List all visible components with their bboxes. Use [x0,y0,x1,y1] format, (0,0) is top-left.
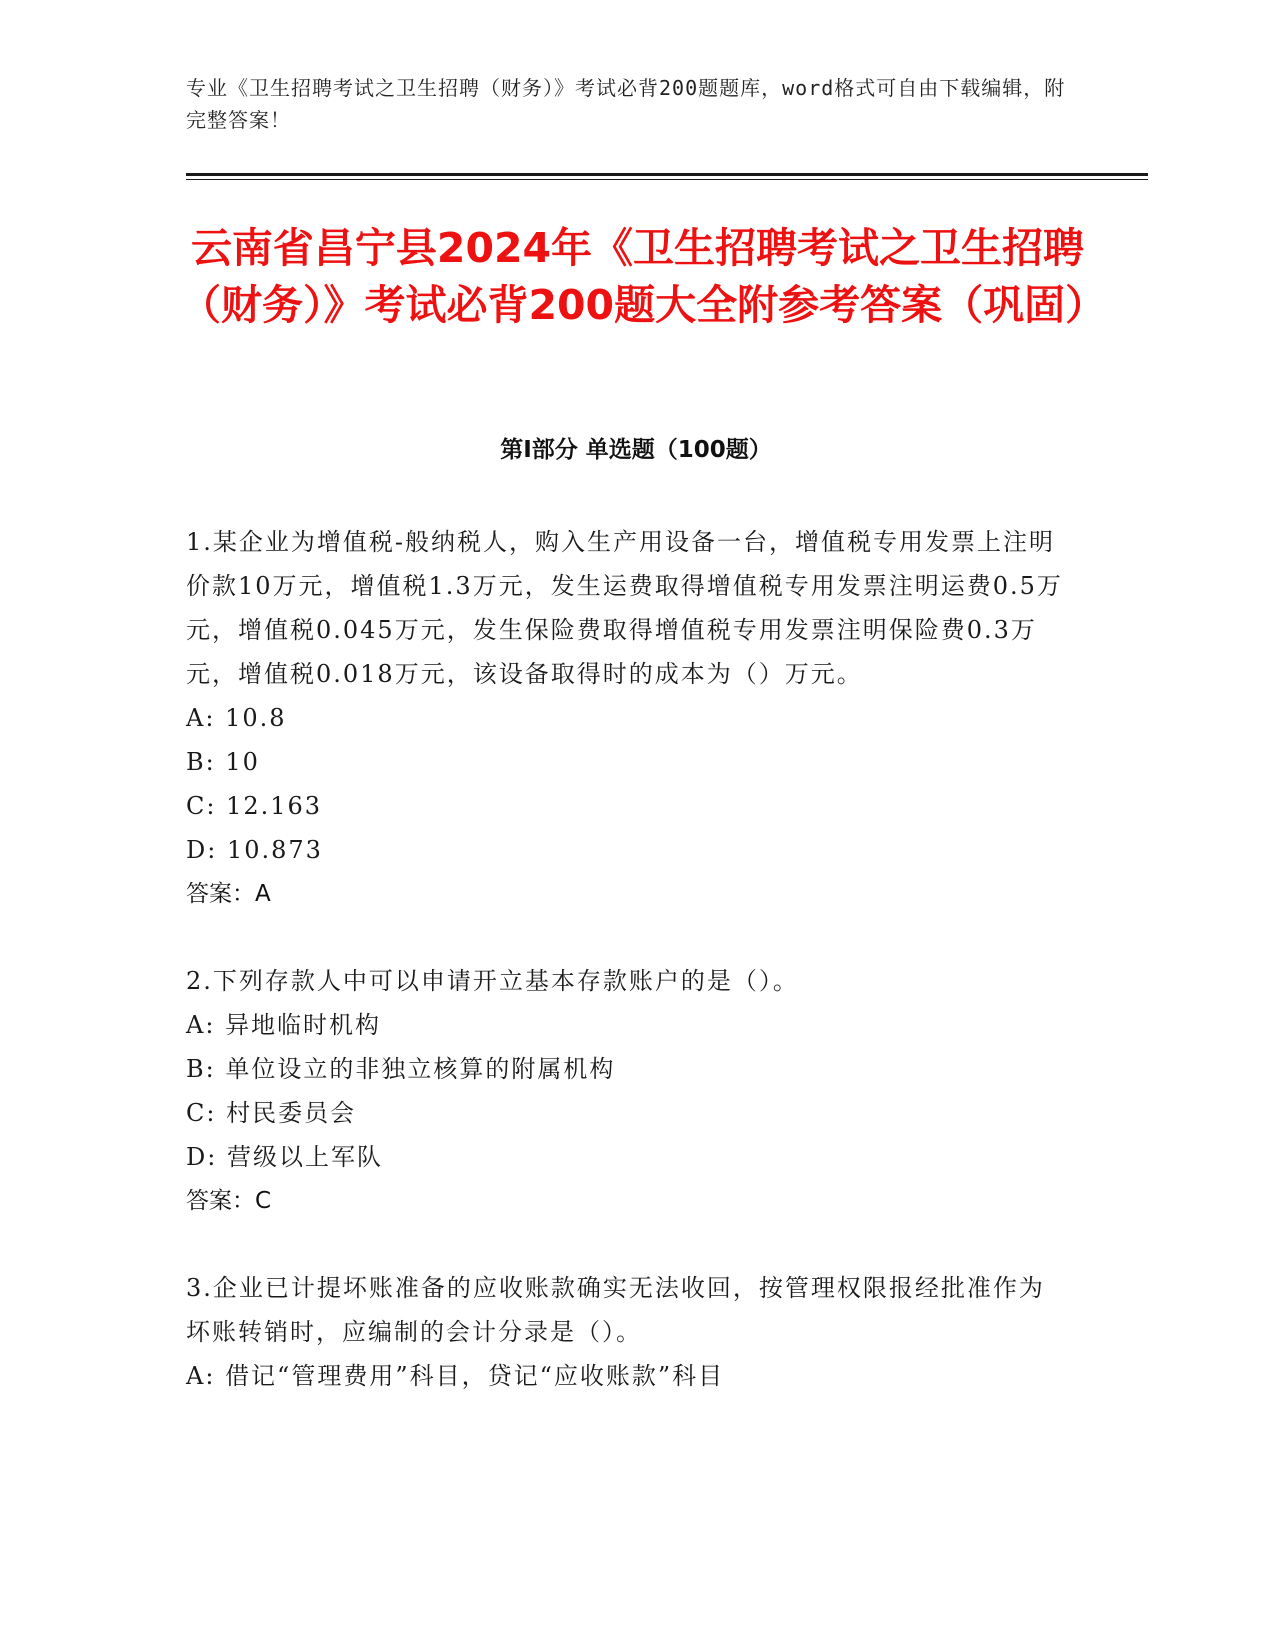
option-key: B: [186,748,216,776]
option-c [186,784,1066,828]
option-text: 村民委员会 [226,1099,357,1127]
option-text: 单位设立的非独立核算的附属机构 [225,1055,616,1083]
question-1 [186,520,1066,916]
header-note: 专业《卫生招聘考试之卫生招聘（财务）》考试必背200题题库，word格式可自由下载编辑，附完整答案！ [186,76,1066,132]
option-a [186,1354,1066,1398]
option-key: D: [186,1143,218,1171]
option-key: C: [186,1099,217,1127]
option-d [186,1135,1066,1179]
option-text: 10.8 [225,704,287,732]
answer-line: 答案：C [186,1188,272,1214]
option-c [186,1091,1066,1135]
question-3 [186,1266,1066,1398]
option-a [186,696,1066,740]
answer-line: 答案：A [186,881,271,907]
option-text: 10.873 [226,836,323,864]
question-2 [186,959,1066,1223]
option-key: A: [186,704,216,732]
option-b [186,740,1066,784]
option-key: A: [186,1011,216,1039]
question-stem: 1.某企业为增值税-般纳税人，购入生产用设备一台，增值税专用发票上注明价款10万元，增值税1.3万元，发生运费取得增值税专用发票注明运费0.5万元，增值税0.045万元，发生保险费取得增值税专用发票注明保险费0.3万元，增值税0.018万元，该设备取得时的成本为（）万元。 [186,528,1063,688]
option-text: 借记“管理费用”科目，贷记“应收账款”科目 [225,1362,725,1390]
header-divider [186,173,1148,176]
question-stem: 3.企业已计提坏账准备的应收账款确实无法收回，按管理权限报经批准作为坏账转销时，应编制的会计分录是（）。 [186,1274,1045,1346]
option-text: 12.163 [226,792,323,820]
option-text: 营级以上军队 [226,1143,383,1171]
option-key: A: [186,1362,216,1390]
question-list [186,520,1066,1441]
option-key: B: [186,1055,216,1083]
option-a [186,1003,1066,1047]
option-text: 10 [225,748,260,776]
document-title: 云南省昌宁县2024年《卫生招聘考试之卫生招聘（财务）》考试必背200题大全附参考答案（巩固） [180,224,1107,329]
header-divider-thin [186,179,1148,180]
option-key: D: [186,836,218,864]
option-key: C: [186,792,217,820]
option-b [186,1047,1066,1091]
section-heading: 第Ⅰ部分 单选题（100题） [500,437,772,463]
question-stem: 2.下列存款人中可以申请开立基本存款账户的是（）。 [186,967,799,995]
option-d [186,828,1066,872]
option-text: 异地临时机构 [225,1011,382,1039]
